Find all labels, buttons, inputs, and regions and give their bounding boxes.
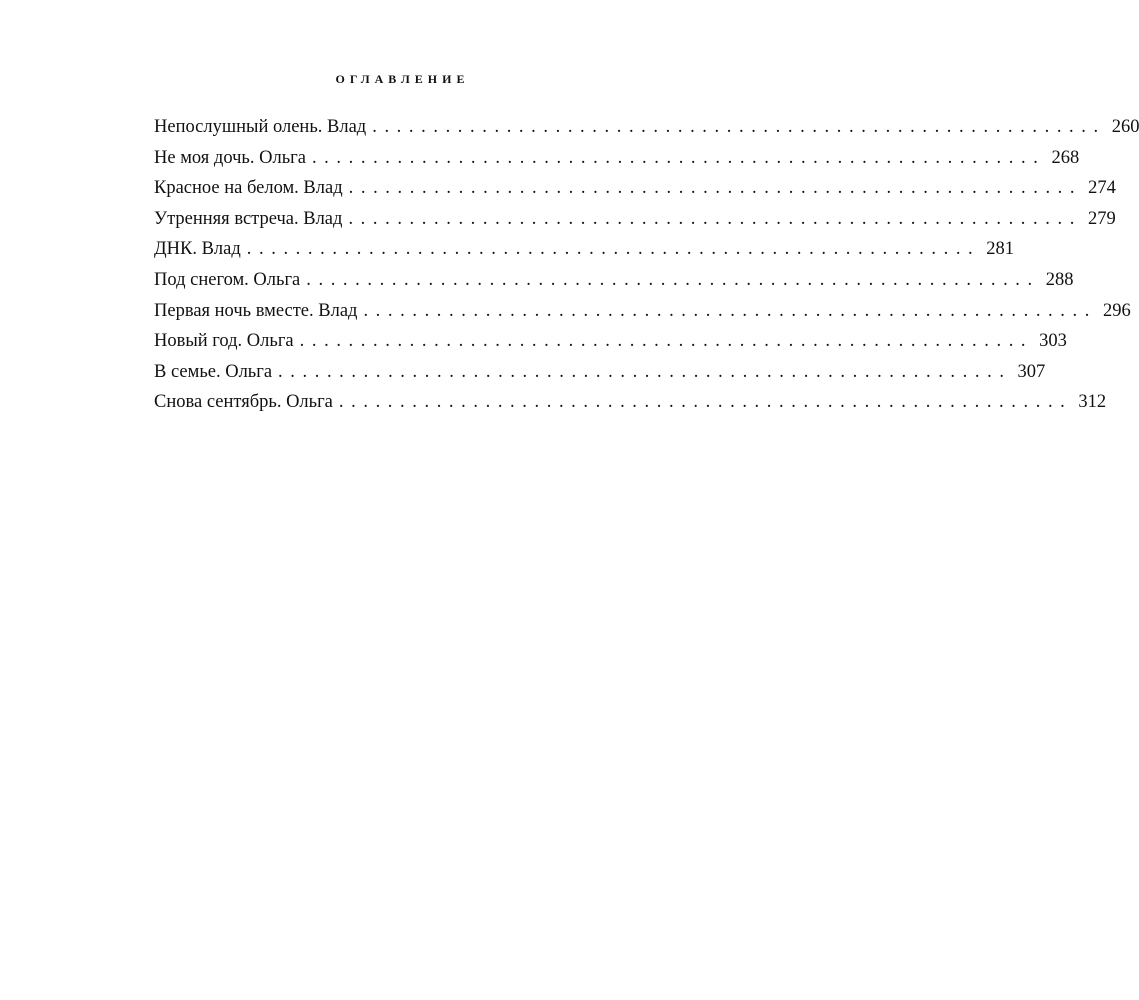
toc-entry-page: 307 <box>1017 361 1046 382</box>
toc-entry-page: 279 <box>1087 208 1116 229</box>
toc-entry-page: 274 <box>1088 178 1116 199</box>
toc-entry-title: Снова сентябрь. Ольга <box>154 392 333 413</box>
toc-entry-title: Красное на белом. Влад <box>154 178 343 199</box>
toc-entry-title: Первая ночь вместе. Влад <box>154 300 358 321</box>
dot-leader: ............................................................ <box>299 331 1034 352</box>
dot-leader: ............................................................ <box>246 239 981 260</box>
toc-entry-page: 268 <box>1051 147 1080 168</box>
toc-entry-page: 312 <box>1078 392 1107 413</box>
dot-leader: ............................................................ <box>306 269 1040 290</box>
toc-entry-page: 260 <box>1111 117 1139 137</box>
toc-entry <box>154 173 1116 204</box>
toc-entry-title: Новый год. Ольга <box>154 331 294 352</box>
toc-entry-title: В семье. Ольга <box>154 361 273 382</box>
dot-leader: ............................................................ <box>278 361 1012 382</box>
dot-leader: ............................................................ <box>348 178 1083 199</box>
toc-entry <box>154 296 1131 327</box>
dot-leader: ............................................................ <box>338 392 1073 413</box>
toc-list <box>154 112 1139 418</box>
toc-entry <box>154 112 1139 143</box>
toc-heading: ОГЛАВЛЕНИЕ <box>335 72 470 86</box>
dot-leader: ............................................................ <box>372 117 1106 137</box>
toc-entry <box>154 143 1080 174</box>
toc-entry-title: Утренняя встреча. Влад <box>154 208 343 229</box>
toc-entry <box>154 326 1067 357</box>
toc-entry-title: Не моя дочь. Ольга <box>154 147 306 168</box>
dot-leader: ............................................................ <box>311 147 1046 168</box>
toc-entry-page: 303 <box>1039 331 1067 352</box>
toc-entry-title: Непослушный олень. Влад <box>154 117 367 137</box>
toc-entry-page: 288 <box>1045 269 1074 290</box>
toc-entry-title: ДНК. Влад <box>154 239 241 260</box>
toc-entry-page: 296 <box>1102 300 1131 321</box>
dot-leader: ............................................................ <box>363 300 1097 321</box>
toc-entry <box>154 234 1015 265</box>
toc-entry <box>154 204 1116 235</box>
toc-entry <box>154 387 1107 418</box>
toc-entry-title: Под снегом. Ольга <box>154 269 301 290</box>
toc-entry-page: 281 <box>986 239 1015 260</box>
dot-leader: ............................................................ <box>348 208 1082 229</box>
toc-entry <box>154 265 1074 296</box>
toc-entry <box>154 357 1046 388</box>
